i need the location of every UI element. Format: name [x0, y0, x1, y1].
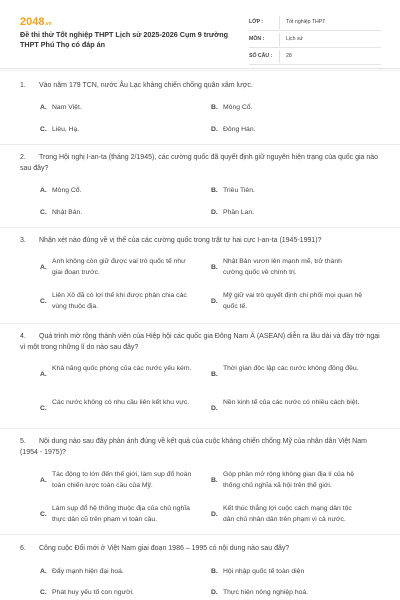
- info-label: MÔN :: [249, 36, 265, 42]
- exam-title: Đề thi thử Tốt nghiệp THPT Lịch sử 2025-2026 Cụm 9 trường THPT Phú Thọ có đáp án: [20, 30, 229, 49]
- header-divider: [0, 70, 400, 71]
- info-value: Tốt nghiệp THPT: [286, 19, 326, 25]
- info-row-count: [249, 48, 381, 65]
- question-block: 2. Trong Hội nghị I-an-ta (tháng 2/1945), các cường quốc đã quyết định giữ nguyên hiện trạng của quốc gia nào sau đây? A. Mông Cổ. B. Triều Tiên. C. Nhật Bản. D. Phần Lan.: [0, 145, 400, 228]
- info-row-class: [249, 14, 381, 31]
- question-text: 6. Công cuộc Đổi mới ở Việt Nam giai đoạn 1986 – 1995 có nội dung nào sau đây?: [20, 545, 290, 552]
- info-value: Lịch sử: [286, 36, 304, 42]
- page-header: [0, 0, 400, 66]
- info-label: LỚP :: [249, 19, 264, 25]
- exam-info-panel: [249, 14, 381, 65]
- question-block: 1. Vào năm 179 TCN, nước Âu Lạc kháng chiến chống quân xâm lược. A. Nam Việt. B. Mông Cổ. C. Liêu, Hạ. D. Đông Hán.: [0, 72, 400, 145]
- info-label: SỐ CÂU :: [249, 53, 273, 59]
- question-block: 5. Nội dung nào sau đây phản ánh đúng về kết quả của cuộc kháng chiến chống Mỹ của nhân dân Việt Nam (1954 - 1975)? A. Tác động to lớn đến thế giới, làm sụp đổ hoàn toàn chiến lược toàn cầu của Mỹ. B. Góp phần mở rộng không gian địa lí của hệ thống chủ nghĩa xã hội trên thế giới. C. Làm sụp đổ hệ thống thuộc địa của chủ nghĩa thực dân cũ trên phạm vi toàn cầu. D. Kết thúc thắng lợi cuộc cách mạng dân tộc dân chủ nhân dân trên phạm vi cả nước.: [0, 429, 400, 535]
- question-text: 5. Nội dung nào sau đây phản ánh đúng về kết quả của cuộc kháng chiến chống Mỹ của nhân dân Việt Nam (1954 - 1975)?: [20, 438, 367, 456]
- question-text: 3. Nhận xét nào đúng về vị thế của các cường quốc trong trật tự hai cực I-an-ta (1945-1991)?: [20, 237, 322, 244]
- question-text: 2. Trong Hội nghị I-an-ta (tháng 2/1945), các cường quốc đã quyết định giữ nguyên hiện trạng của quốc gia nào sau đây?: [20, 154, 379, 172]
- question-block: 3. Nhận xét nào đúng về vị thế của các cường quốc trong trật tự hai cực I-an-ta (1945-1991)? A. Anh không còn giữ được vai trò quốc tế như giai đoạn trước. B. Nhật Bản vươn lên mạnh mẽ, trở thành cường quốc về chính trị. C. Liên Xô đã có lợi thế khi được phân chia các vùng thuộc địa. D. Mỹ giữ vai trò quyết định chi phối mọi quan hệ quốc tế.: [0, 228, 400, 324]
- question-text: 4. Quá trình mở rộng thành viên của Hiệp hội các quốc gia Đông Nam Á (ASEAN) diễn ra lâu dài và đầy trở ngại vì một trong những lí do nào sau đây?: [20, 333, 380, 351]
- question-block: 6. Công cuộc Đổi mới ở Việt Nam giai đoạn 1986 – 1995 có nội dung nào sau đây? A. Đẩy mạnh hiện đại hoá. B. Hội nhập quốc tế toàn diện C. Phát huy yếu tố con người. D. Thực hiện nông nghiệp hoá.: [0, 535, 400, 600]
- info-row-subject: [249, 31, 381, 48]
- info-value: 28: [286, 53, 292, 59]
- question-block: 4. Quá trình mở rộng thành viên của Hiệp hội các quốc gia Đông Nam Á (ASEAN) diễn ra lâu dài và đầy trở ngại vì một trong những lí do nào sau đây? A. Khả năng quốc phòng của các nước yếu kém. B. Thời gian độc lập các nước không đồng đều. C. Các nước không có nhu cầu liên kết khu vực. D. Nền kinh tế của các nước có nhiều cách biệt.: [0, 324, 400, 429]
- header-divider: [0, 68, 400, 69]
- question-text: 1. Vào năm 179 TCN, nước Âu Lạc kháng chiến chống quân xâm lược.: [20, 82, 253, 89]
- site-logo[interactable]: 2048.vn: [20, 16, 52, 28]
